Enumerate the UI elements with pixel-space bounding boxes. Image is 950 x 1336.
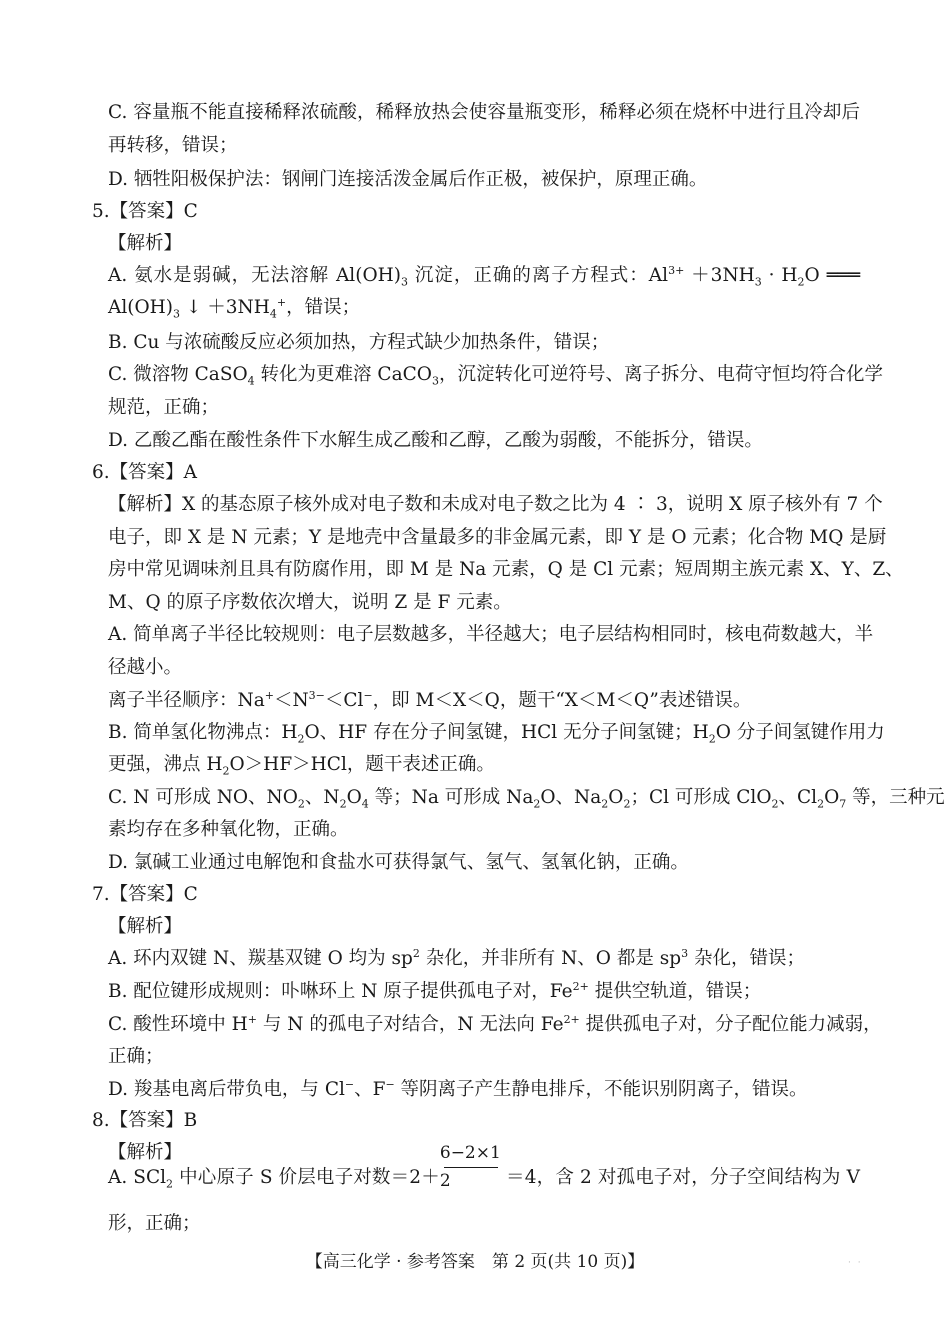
corner-mark: · · [848,1258,863,1268]
q8-option-a-continuation: 形，正确； [108,1213,201,1234]
text-line: 房中常见调味剂且具有防腐作用，即 M 是 Na 元素，Q 是 Cl 元素；短周期主族元素 X、Y、Z、 [108,559,904,580]
fraction [439,1143,506,1191]
text-line: 离子半径顺序：$Na^+<N^{3-}<Cl^-$，即 M＜X＜Q，题干“X＜M＜Q”表述错误。 [108,688,752,711]
text-line: 径越小。 [108,657,183,678]
text-line: $Al(OH)_3$ ↓ $+3NH_4^+$，错误； [108,295,361,321]
text-line: M、Q 的原子序数依次增大，说明 Z 是 F 元素。 [108,592,512,613]
text-line: 电子，即 X 是 N 元素；Y 是地壳中含量最多的非金属元素，即 Y 是 O 元素；化合物 MQ 是厨 [108,527,887,548]
text-line: C. 微溶物 CaSO$_4$ 转化为更难溶 CaCO$_3$，沉淀转化可逆符号、离子拆分、电荷守恒均符合化学 [108,364,883,388]
fraction-numerator: 6−2×1 [439,1143,501,1163]
text-line: C. 容量瓶不能直接稀释浓硫酸，稀释放热会使容量瓶变形，稀释必须在烧杯中进行且冷却后 [108,102,860,123]
page-footer: 【高三化学 · 参考答案 第 2 页(共 10 页)】 [305,1252,645,1272]
text-line: B. 简单氢化物沸点：$H_2O$、HF 存在分子间氢键，HCl 无分子间氢键；$H_2O$ 分子间氢键作用力 [108,722,885,746]
text-line: B. 配位键形成规则：卟啉环上 N 原子提供孤电子对，$Fe^{2+}$ 提供空轨道，错误； [108,979,762,1002]
text-line: B. Cu 与浓硫酸反应必须加热，方程式缺少加热条件，错误； [108,332,610,353]
text-line: 【解析】 [108,1142,183,1163]
q8-option-a-post: ＝4，含 2 对孤电子对，分子空间结构为 V [505,1167,861,1188]
text-line: 5.【答案】C [92,201,198,222]
fraction-bar [444,1167,498,1168]
text-line: 【解析】 [108,916,183,937]
text-line: 【解析】 [108,233,183,254]
text-line: 再转移，错误； [108,135,238,156]
text-line: 正确； [108,1046,164,1067]
q8-option-a-pre: A. SCl$_2$ 中心原子 S 价层电子对数＝2＋ [108,1167,440,1191]
text-line: D. 牺牲阳极保护法：钢闸门连接活泼金属后作正极，被保护，原理正确。 [108,169,708,190]
text-line: 更强，沸点 $H_2O>HF>HCl$，题干表述正确。 [108,754,495,778]
text-line: 规范，正确； [108,397,220,418]
text-line: 素均存在多种氧化物，正确。 [108,819,349,840]
fraction-denominator: 2 [439,1171,451,1191]
text-line: A. 环内双键 N、羰基双键 O 均为 $sp^2$ 杂化，并非所有 N、O 都是 $sp^3$ 杂化，错误； [108,946,805,969]
text-line: A. 氨水是弱碱，无法溶解 $Al(OH)_3$ 沉淀，正确的离子方程式：$Al^{3+} +3NH_3 \cdot H_2O$ ═══ [108,263,861,289]
text-line: A. 简单离子半径比较规则：电子层数越多，半径越大；电子层结构相同时，核电荷数越大，半 [108,624,874,645]
text-line: C. N 可形成 NO、$NO_2$、$N_2O_4$ 等；Na 可形成 $Na_2O$、$Na_2O_2$；Cl 可形成 ClO$_2$、$Cl_2O_7$ 等，三种元 [108,787,945,811]
text-line: C. 酸性环境中 H+ 与 N 的孤电子对结合，N 无法向 $Fe^{2+}$ 提供孤电子对，分子配位能力减弱， [108,1012,882,1035]
text-line: D. 乙酸乙酯在酸性条件下水解生成乙酸和乙醇，乙酸为弱酸，不能拆分，错误。 [108,430,763,451]
text-line: D. 羧基电离后带负电，与 Cl−、F− 等阴离子产生静电排斥，不能识别阴离子，错误。 [108,1077,808,1100]
text-line: 7.【答案】C [92,884,198,905]
text-line: D. 氯碱工业通过电解饱和食盐水可获得氯气、氢气、氢氧化钠，正确。 [108,852,689,873]
text-line: 8.【答案】B [92,1110,198,1131]
text-line: 【解析】X 的基态原子核外成对电子数和未成对电子数之比为 4 ∶ 3，说明 X 原子核外有 7 个 [108,494,883,515]
text-line: 6.【答案】A [92,462,198,483]
